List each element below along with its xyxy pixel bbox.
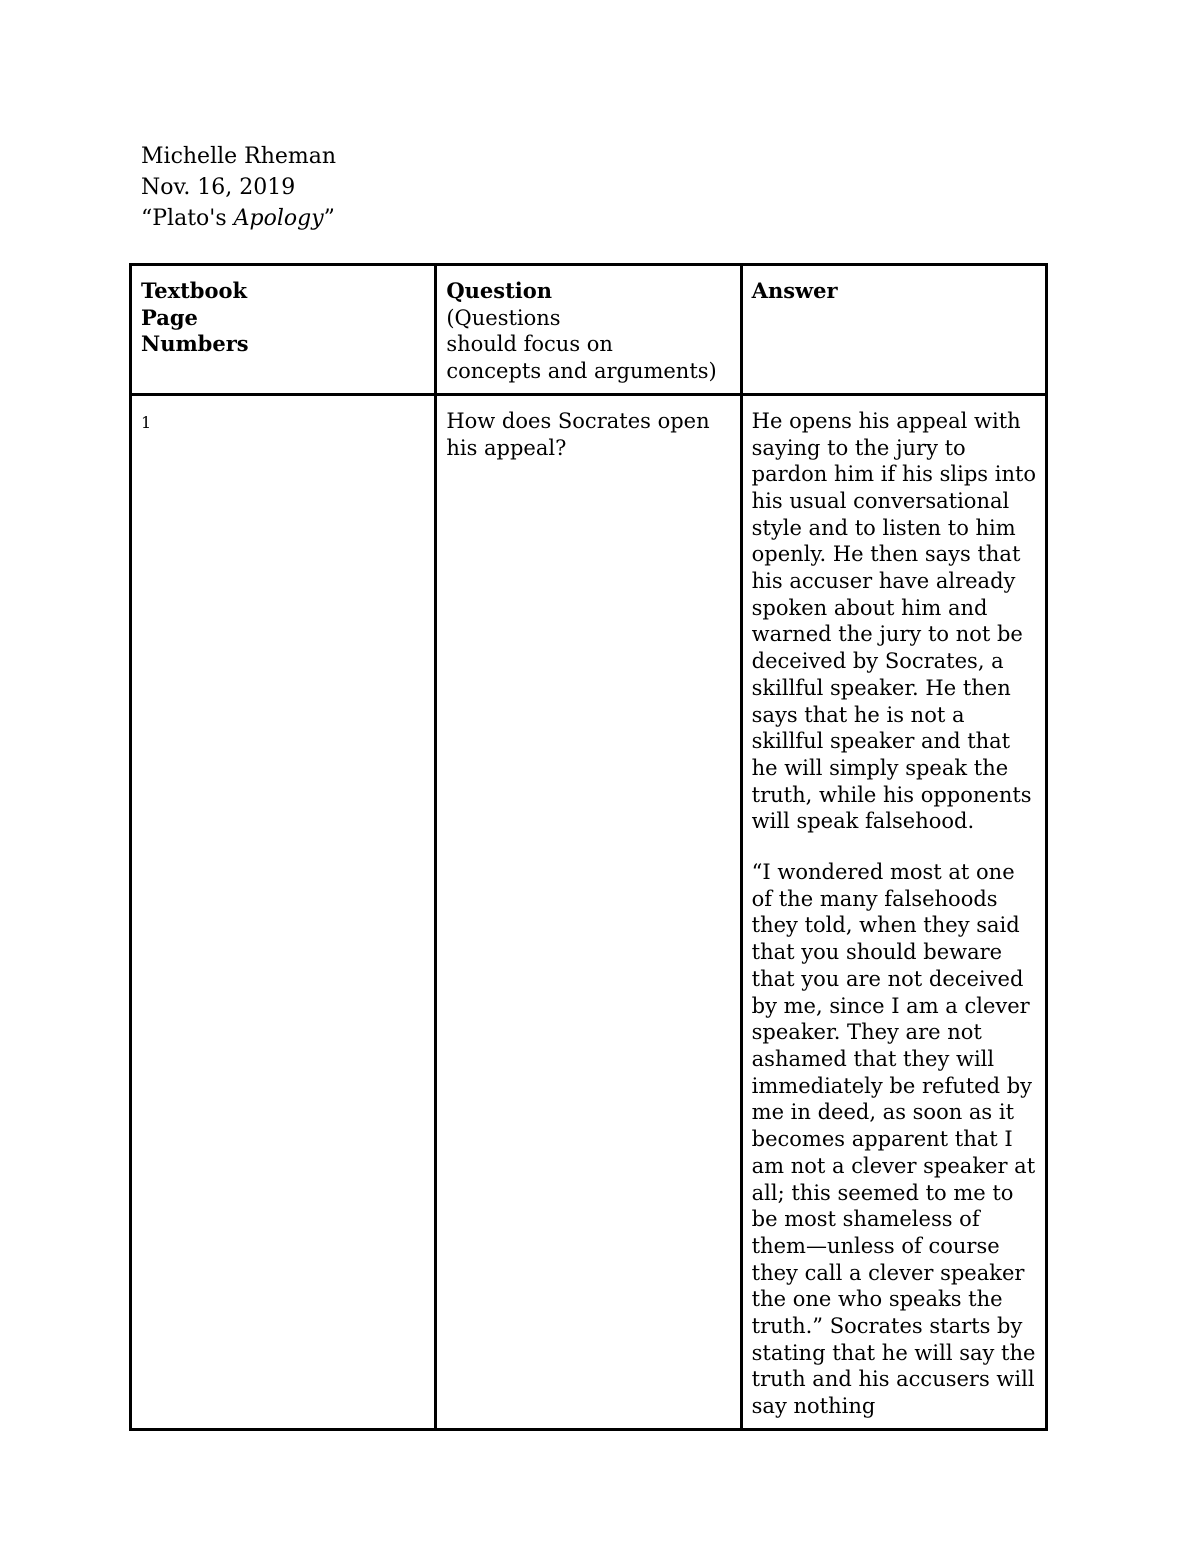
header-question-note-line-3: concepts and arguments) bbox=[446, 359, 717, 384]
page-number: 1 bbox=[141, 412, 152, 432]
document-title bbox=[141, 203, 336, 234]
notes-table bbox=[129, 263, 1048, 1431]
header-question-label: Question bbox=[446, 278, 553, 303]
document-header bbox=[141, 141, 336, 234]
page-number-cell bbox=[131, 394, 436, 1429]
answer-paragraph-2: “I wondered most at one of the many falsehoods they told, when they said that you should beware that you are not deceived by me, since I am a clever speaker. They are not ashamed that they will immediately be refuted by me in deed, as soon as it becomes apparent that I am not a clever speaker at all; this seemed to me to be most shameless of them—unless of course they call a clever speaker the one who speaks the truth.” Socrates starts by stating that he will say the truth and his accusers will say nothing bbox=[751, 860, 1036, 1419]
header-page-line-2: Page bbox=[141, 304, 198, 330]
header-cell-question bbox=[436, 265, 741, 395]
answer-paragraph-1: He opens his appeal with saying to the jury to pardon him if his slips into his usual conversational style and to listen to him openly. He then says that his accuser have already spoken about him and warned the jury to not be deceived by Socrates, a skillful speaker. He then says that he is not a skillful speaker and that he will simply speak the truth, while his opponents will speak falsehood. bbox=[751, 408, 1037, 834]
header-cell-page-numbers bbox=[131, 265, 436, 395]
table-header-row bbox=[131, 265, 1047, 395]
header-page-line-1: Textbook bbox=[141, 278, 248, 303]
question-cell bbox=[436, 394, 741, 1429]
header-cell-answer bbox=[741, 265, 1046, 395]
title-prefix: “Plato's bbox=[141, 206, 234, 231]
header-question-note-line-2: should focus on bbox=[446, 332, 613, 357]
table-row bbox=[131, 394, 1047, 1429]
title-italic: Apology bbox=[233, 206, 324, 231]
document-date: Nov. 16, 2019 bbox=[141, 175, 296, 200]
header-question-note-line-1: (Questions bbox=[446, 305, 561, 330]
header-answer-label: Answer bbox=[751, 278, 838, 303]
title-suffix: ” bbox=[323, 206, 335, 231]
answer-cell bbox=[741, 394, 1046, 1429]
question-text: How does Socrates open his appeal? bbox=[446, 408, 710, 460]
header-page-line-3: Numbers bbox=[141, 331, 249, 357]
author-name: Michelle Rheman bbox=[141, 144, 337, 169]
